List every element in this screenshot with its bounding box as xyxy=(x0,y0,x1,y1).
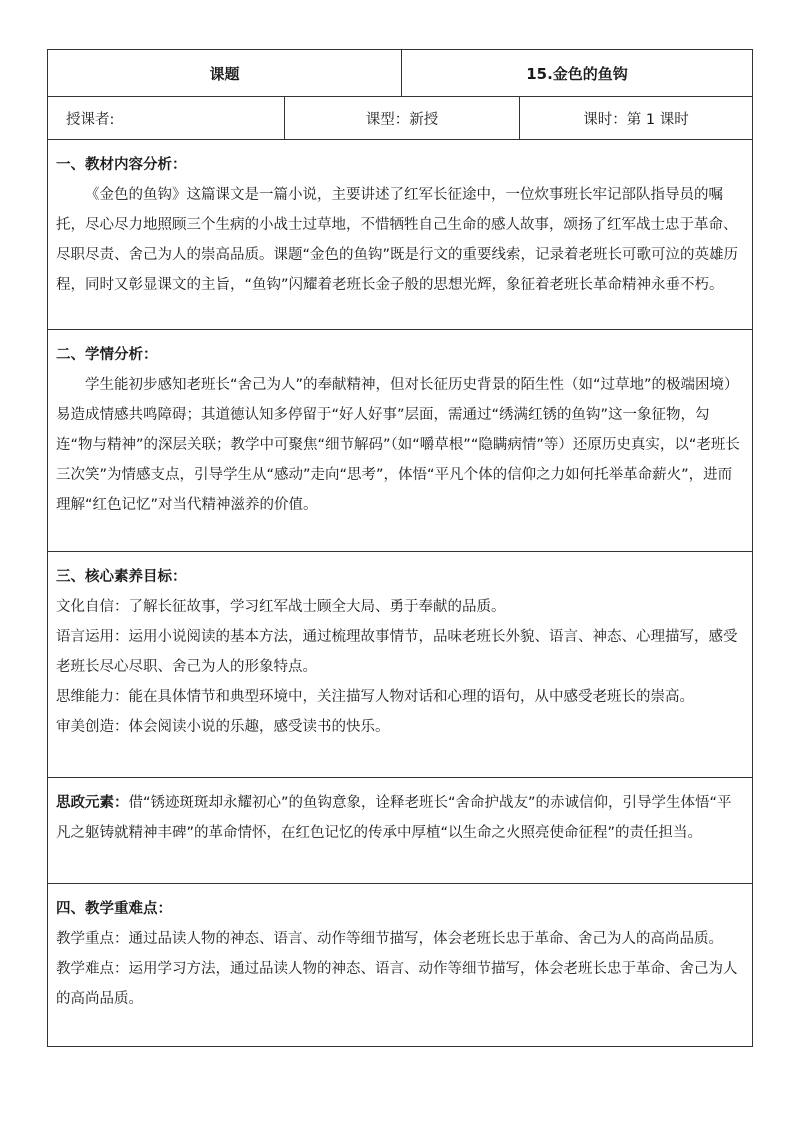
section-student-analysis xyxy=(48,330,752,552)
section-body: 《金色的鱼钩》这篇课文是一篇小说，主要讲述了红军长征途中，一位炊事班长牢记部队指导员的嘱托，尽心尽力地照顾三个生病的小战士过草地，不惜牺牲自己生命的感人故事，颂扬了红军战士忠于革命、尽职尽责、舍己为人的崇高品质。课题“金色的鱼钩”既是行文的重要线索，记录着老班长可歌可泣的英雄历程，同时又彰显课文的主旨，“鱼钩”闪耀着老班长金子般的思想光辉，象征着老班长革命精神永垂不朽。 xyxy=(56,187,739,293)
goal-item: 思维能力：能在具体情节和典型环境中，关注描写人物对话和心理的语句，从中感受老班长的崇高。 xyxy=(56,689,694,705)
goal-item: 文化自信：了解长征故事，学习红军战士顾全大局、勇于奉献的品质。 xyxy=(56,599,506,615)
section-title: 一、教材内容分析： xyxy=(56,157,187,173)
teacher-label: 授课者: xyxy=(66,111,115,128)
section-ideology xyxy=(48,778,752,884)
topic-value: 15.金色的鱼钩 xyxy=(401,50,752,96)
section-key-points xyxy=(48,884,752,1046)
title-row xyxy=(48,50,752,97)
section-title: 三、核心素养目标： xyxy=(56,569,187,585)
section-title: 四、教学重难点： xyxy=(56,901,172,917)
section-core-goals xyxy=(48,552,752,778)
section-textbook-analysis xyxy=(48,140,752,330)
lesson-time: 课时：第 1 课时 xyxy=(519,97,752,139)
topic-label: 课题 xyxy=(209,64,240,83)
key-point-item: 教学难点：运用学习方法，通过品读人物的神态、语言、动作等细节描写，体会老班长忠于革命、舍己为人的高尚品质。 xyxy=(56,961,738,1007)
section-body: 借“锈迹斑斑却永耀初心”的鱼钩意象，诠释老班长“舍命护战友”的赤诚信仰，引导学生体悟“平凡之躯铸就精神丰碑”的革命情怀，在红色记忆的传承中厚植“以生命之火照亮使命征程”的责任担当。 xyxy=(56,795,732,841)
key-point-item: 教学重点：通过品读人物的神态、语言、动作等细节描写，体会老班长忠于革命、舍己为人的高尚品质。 xyxy=(56,931,723,947)
section-body: 学生能初步感知老班长“舍己为人”的奉献精神，但对长征历史背景的陌生性（如“过草地”的极端困境）易造成情感共鸣障碍；其道德认知多停留于“好人好事”层面，需通过“绣满红锈的鱼钩”这一象征物，勾连“物与精神”的深层关联；教学中可聚焦“细节解码”（如“嚼草根”“隐瞒病情”等）还原历史真实，以“老班长三次笑”为情感支点，引导学生从“感动”走向“思考”，体悟“平凡个体的信仰之力如何托举革命薪火”，进而理解“红色记忆”对当代精神滋养的价值。 xyxy=(56,377,740,513)
section-title: 二、学情分析： xyxy=(56,347,158,363)
goal-item: 审美创造：体会阅读小说的乐趣，感受读书的快乐。 xyxy=(56,719,390,735)
section-title: 思政元素： xyxy=(56,795,129,811)
lesson-type: 课型：新授 xyxy=(284,97,519,139)
goal-item: 语言运用：运用小说阅读的基本方法，通过梳理故事情节，品味老班长外貌、语言、神态、心理描写，感受老班长尽心尽职、舍己为人的形象特点。 xyxy=(56,629,738,675)
meta-row xyxy=(48,97,752,140)
lesson-plan-table xyxy=(47,49,753,1047)
